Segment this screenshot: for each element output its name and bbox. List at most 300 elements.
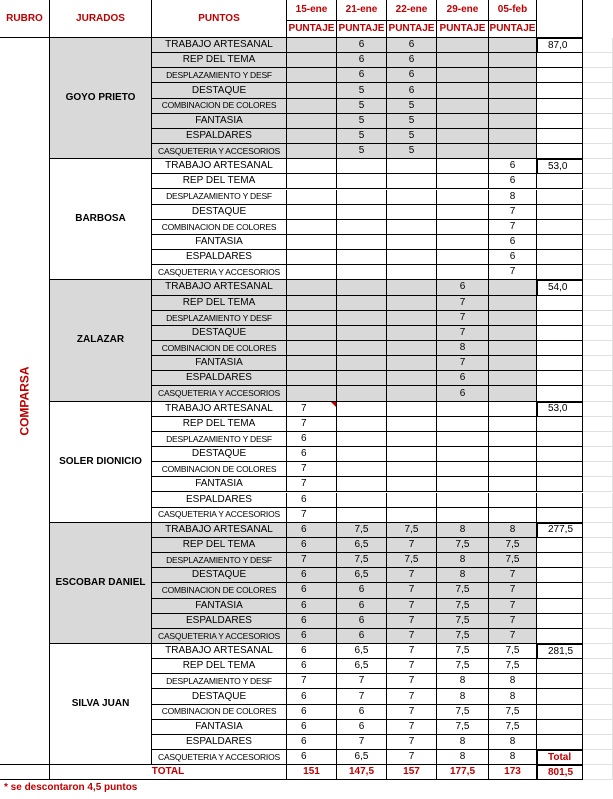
empty-cell[interactable] (583, 250, 613, 265)
empty-cell[interactable] (583, 220, 613, 235)
empty-cell[interactable] (583, 583, 613, 598)
score-cell[interactable] (287, 114, 337, 129)
score-cell[interactable] (387, 417, 437, 432)
empty-cell[interactable] (583, 174, 613, 189)
score-cell[interactable] (437, 493, 489, 508)
empty-cell[interactable] (583, 523, 613, 538)
header-puntaje[interactable]: PUNTAJE (437, 21, 489, 38)
score-cell[interactable]: 6,5 (337, 750, 387, 765)
score-cell[interactable] (489, 371, 537, 386)
empty-cell[interactable] (583, 659, 613, 674)
score-cell[interactable] (337, 159, 387, 174)
header-jurados[interactable]: JURADOS (50, 0, 152, 38)
score-cell[interactable]: 8 (489, 523, 537, 538)
score-cell[interactable]: 7 (387, 750, 437, 765)
criterion-cell[interactable]: DESPLAZAMIENTO Y DESF (152, 311, 287, 326)
score-cell[interactable]: 7 (489, 265, 537, 280)
score-cell[interactable]: 7,5 (437, 720, 489, 735)
header-puntaje[interactable]: PUNTAJE (287, 21, 337, 38)
score-cell[interactable]: 5 (387, 129, 437, 144)
score-cell[interactable]: 7,5 (437, 644, 489, 659)
score-cell[interactable] (387, 220, 437, 235)
criterion-cell[interactable]: FANTASIA (152, 114, 287, 129)
score-cell[interactable] (337, 493, 387, 508)
score-cell[interactable] (489, 99, 537, 114)
criterion-cell[interactable]: TRABAJO ARTESANAL (152, 523, 287, 538)
score-cell[interactable]: 5 (337, 129, 387, 144)
empty-cell[interactable] (583, 674, 613, 689)
empty-cell[interactable] (537, 371, 583, 386)
score-cell[interactable] (489, 68, 537, 83)
empty-cell[interactable] (583, 159, 613, 174)
header-puntaje[interactable]: PUNTAJE (489, 21, 537, 38)
score-cell[interactable]: 7 (437, 326, 489, 341)
score-cell[interactable]: 7 (387, 689, 437, 704)
score-cell[interactable] (287, 326, 337, 341)
score-cell[interactable]: 7 (387, 705, 437, 720)
score-cell[interactable] (437, 432, 489, 447)
score-cell[interactable]: 8 (437, 553, 489, 568)
score-cell[interactable]: 6 (287, 538, 337, 553)
criterion-cell[interactable]: COMBINACION DE COLORES (152, 220, 287, 235)
juror-name[interactable]: SOLER DIONICIO (50, 402, 152, 523)
score-cell[interactable] (387, 371, 437, 386)
score-cell[interactable]: 6,5 (337, 538, 387, 553)
criterion-cell[interactable]: DESTAQUE (152, 689, 287, 704)
empty-cell[interactable] (537, 235, 583, 250)
criterion-cell[interactable]: COMBINACION DE COLORES (152, 583, 287, 598)
score-cell[interactable] (337, 174, 387, 189)
score-cell[interactable] (387, 205, 437, 220)
score-cell[interactable]: 6 (287, 659, 337, 674)
score-cell[interactable] (287, 129, 337, 144)
score-cell[interactable] (337, 508, 387, 523)
header-puntos[interactable]: PUNTOS (152, 0, 287, 38)
score-cell[interactable] (287, 83, 337, 98)
score-cell[interactable]: 6 (337, 599, 387, 614)
score-cell[interactable]: 7 (489, 205, 537, 220)
juror-name[interactable]: SILVA JUAN (50, 644, 152, 765)
criterion-cell[interactable]: REP DEL TEMA (152, 538, 287, 553)
score-cell[interactable] (287, 220, 337, 235)
score-cell[interactable] (489, 432, 537, 447)
score-cell[interactable] (337, 356, 387, 371)
score-cell[interactable]: 6 (489, 250, 537, 265)
empty-cell[interactable] (583, 114, 613, 129)
empty-cell[interactable] (537, 689, 583, 704)
score-cell[interactable]: 5 (387, 144, 437, 159)
score-cell[interactable] (337, 205, 387, 220)
score-cell[interactable]: 7,5 (437, 599, 489, 614)
criterion-cell[interactable]: COMBINACION DE COLORES (152, 341, 287, 356)
empty-cell[interactable] (583, 538, 613, 553)
criterion-cell[interactable]: ESPALDARES (152, 129, 287, 144)
score-cell[interactable]: 6 (287, 568, 337, 583)
juror-name[interactable]: GOYO PRIETO (50, 38, 152, 159)
date-total[interactable]: 147,5 (337, 765, 387, 780)
criterion-cell[interactable]: DESPLAZAMIENTO Y DESF (152, 432, 287, 447)
score-cell[interactable]: 6 (387, 53, 437, 68)
empty-cell[interactable] (583, 689, 613, 704)
empty-cell[interactable] (583, 629, 613, 644)
score-cell[interactable] (489, 296, 537, 311)
score-cell[interactable]: 8 (437, 523, 489, 538)
empty-cell[interactable] (537, 356, 583, 371)
score-cell[interactable]: 7,5 (437, 705, 489, 720)
score-cell[interactable] (437, 235, 489, 250)
score-cell[interactable] (287, 68, 337, 83)
empty-cell[interactable] (583, 750, 613, 765)
score-cell[interactable] (287, 174, 337, 189)
score-cell[interactable]: 8 (437, 674, 489, 689)
empty-cell[interactable] (583, 280, 613, 295)
score-cell[interactable] (387, 326, 437, 341)
score-cell[interactable]: 7,5 (489, 553, 537, 568)
juror-name[interactable]: BARBOSA (50, 159, 152, 280)
score-cell[interactable]: 7,5 (489, 720, 537, 735)
juror-name[interactable]: ZALAZAR (50, 280, 152, 401)
score-cell[interactable]: 6 (437, 371, 489, 386)
score-cell[interactable] (287, 296, 337, 311)
empty-cell[interactable] (583, 402, 613, 417)
score-cell[interactable]: 8 (437, 689, 489, 704)
score-cell[interactable]: 6 (287, 689, 337, 704)
score-cell[interactable]: 8 (489, 190, 537, 205)
score-cell[interactable]: 6 (437, 386, 489, 401)
score-cell[interactable] (287, 386, 337, 401)
score-cell[interactable]: 5 (337, 83, 387, 98)
empty-cell[interactable] (583, 614, 613, 629)
score-cell[interactable] (337, 265, 387, 280)
juror-total[interactable]: 54,0 (537, 280, 583, 295)
score-cell[interactable]: 7 (489, 629, 537, 644)
score-cell[interactable] (489, 493, 537, 508)
score-cell[interactable]: 7 (337, 674, 387, 689)
score-cell[interactable]: 7 (387, 735, 437, 750)
empty-cell[interactable] (583, 371, 613, 386)
score-cell[interactable] (387, 250, 437, 265)
score-cell[interactable] (387, 447, 437, 462)
juror-name[interactable]: ESCOBAR DANIEL (50, 523, 152, 644)
criterion-cell[interactable]: REP DEL TEMA (152, 659, 287, 674)
score-cell[interactable] (437, 159, 489, 174)
score-cell[interactable]: 7 (387, 538, 437, 553)
score-cell[interactable]: 7 (287, 508, 337, 523)
empty-cell[interactable] (537, 83, 583, 98)
criterion-cell[interactable]: REP DEL TEMA (152, 296, 287, 311)
score-cell[interactable]: 7 (387, 644, 437, 659)
empty-cell[interactable] (537, 53, 583, 68)
score-cell[interactable] (287, 371, 337, 386)
criterion-cell[interactable]: CASQUETERIA Y ACCESORIOS (152, 750, 287, 765)
score-cell[interactable] (337, 371, 387, 386)
score-cell[interactable]: 6 (287, 583, 337, 598)
score-cell[interactable] (437, 190, 489, 205)
criterion-cell[interactable]: COMBINACION DE COLORES (152, 462, 287, 477)
score-cell[interactable] (489, 144, 537, 159)
score-cell[interactable]: 7,5 (437, 583, 489, 598)
score-cell[interactable]: 7 (287, 553, 337, 568)
score-cell[interactable]: 8 (489, 674, 537, 689)
score-cell[interactable] (437, 447, 489, 462)
score-cell[interactable]: 6 (287, 705, 337, 720)
score-cell[interactable]: 6 (287, 629, 337, 644)
score-cell[interactable]: 7 (489, 614, 537, 629)
score-cell[interactable]: 7,5 (437, 538, 489, 553)
score-cell[interactable]: 7 (287, 402, 337, 417)
score-cell[interactable] (287, 356, 337, 371)
score-cell[interactable]: 8 (489, 735, 537, 750)
score-cell[interactable] (387, 432, 437, 447)
criterion-cell[interactable]: CASQUETERIA Y ACCESORIOS (152, 265, 287, 280)
score-cell[interactable]: 5 (337, 144, 387, 159)
score-cell[interactable] (437, 83, 489, 98)
empty-cell[interactable] (537, 674, 583, 689)
criterion-cell[interactable]: CASQUETERIA Y ACCESORIOS (152, 386, 287, 401)
score-cell[interactable] (489, 83, 537, 98)
score-cell[interactable] (387, 311, 437, 326)
criterion-cell[interactable]: ESPALDARES (152, 493, 287, 508)
criterion-cell[interactable]: DESPLAZAMIENTO Y DESF (152, 68, 287, 83)
score-cell[interactable] (387, 508, 437, 523)
score-cell[interactable]: 6 (337, 720, 387, 735)
empty-cell[interactable] (583, 705, 613, 720)
score-cell[interactable] (437, 462, 489, 477)
score-cell[interactable]: 6 (489, 159, 537, 174)
score-cell[interactable]: 7,5 (489, 659, 537, 674)
empty-cell[interactable] (583, 432, 613, 447)
score-cell[interactable] (437, 205, 489, 220)
empty-cell[interactable] (583, 493, 613, 508)
empty-cell[interactable] (537, 538, 583, 553)
empty-cell[interactable] (583, 68, 613, 83)
score-cell[interactable] (387, 356, 437, 371)
empty-cell[interactable] (537, 432, 583, 447)
empty-cell[interactable] (583, 190, 613, 205)
score-cell[interactable] (437, 250, 489, 265)
criterion-cell[interactable]: FANTASIA (152, 599, 287, 614)
score-cell[interactable] (287, 53, 337, 68)
empty-cell[interactable] (537, 477, 583, 492)
empty-cell[interactable] (537, 174, 583, 189)
juror-total[interactable]: 281,5 (537, 644, 583, 659)
empty-cell[interactable] (583, 765, 613, 780)
criterion-cell[interactable]: DESTAQUE (152, 83, 287, 98)
score-cell[interactable] (337, 250, 387, 265)
score-cell[interactable]: 7 (437, 311, 489, 326)
score-cell[interactable]: 7 (387, 599, 437, 614)
score-cell[interactable] (437, 402, 489, 417)
score-cell[interactable] (337, 190, 387, 205)
date-total[interactable]: 177,5 (437, 765, 489, 780)
score-cell[interactable]: 8 (437, 341, 489, 356)
score-cell[interactable] (287, 250, 337, 265)
score-cell[interactable]: 6 (287, 523, 337, 538)
header-date[interactable]: 29-ene (437, 0, 489, 21)
score-cell[interactable] (387, 280, 437, 295)
empty-cell[interactable] (537, 311, 583, 326)
score-cell[interactable]: 7,5 (489, 538, 537, 553)
score-cell[interactable] (489, 508, 537, 523)
score-cell[interactable] (337, 386, 387, 401)
empty-cell[interactable] (583, 83, 613, 98)
score-cell[interactable]: 6 (387, 68, 437, 83)
empty-cell[interactable] (537, 99, 583, 114)
score-cell[interactable]: 7,5 (387, 553, 437, 568)
score-cell[interactable]: 6 (337, 583, 387, 598)
header-date[interactable]: 21-ene (337, 0, 387, 21)
score-cell[interactable] (287, 190, 337, 205)
score-cell[interactable]: 6 (337, 614, 387, 629)
score-cell[interactable]: 6 (387, 38, 437, 53)
empty-cell[interactable] (583, 326, 613, 341)
score-cell[interactable]: 7 (437, 356, 489, 371)
score-cell[interactable]: 6 (287, 720, 337, 735)
score-cell[interactable]: 7,5 (489, 705, 537, 720)
score-cell[interactable]: 8 (489, 750, 537, 765)
score-cell[interactable]: 7 (437, 296, 489, 311)
score-cell[interactable]: 7,5 (437, 614, 489, 629)
score-cell[interactable]: 5 (387, 114, 437, 129)
score-cell[interactable]: 6 (337, 38, 387, 53)
empty-cell[interactable] (583, 735, 613, 750)
score-cell[interactable] (437, 508, 489, 523)
empty-cell[interactable] (537, 508, 583, 523)
score-cell[interactable] (387, 174, 437, 189)
score-cell[interactable] (287, 265, 337, 280)
score-cell[interactable] (387, 386, 437, 401)
score-cell[interactable] (489, 114, 537, 129)
criterion-cell[interactable]: FANTASIA (152, 235, 287, 250)
score-cell[interactable]: 6 (489, 174, 537, 189)
empty-cell[interactable] (583, 341, 613, 356)
criterion-cell[interactable]: DESTAQUE (152, 568, 287, 583)
empty-cell[interactable] (537, 341, 583, 356)
criterion-cell[interactable]: COMBINACION DE COLORES (152, 99, 287, 114)
score-cell[interactable]: 7,5 (387, 523, 437, 538)
criterion-cell[interactable]: CASQUETERIA Y ACCESORIOS (152, 144, 287, 159)
header-date[interactable]: 05-feb (489, 0, 537, 21)
criterion-cell[interactable]: CASQUETERIA Y ACCESORIOS (152, 629, 287, 644)
score-cell[interactable] (489, 386, 537, 401)
score-cell[interactable]: 6 (437, 280, 489, 295)
empty-cell[interactable] (537, 629, 583, 644)
criterion-cell[interactable]: FANTASIA (152, 720, 287, 735)
score-cell[interactable]: 6 (337, 629, 387, 644)
empty-cell[interactable] (583, 599, 613, 614)
empty-cell[interactable] (537, 659, 583, 674)
score-cell[interactable]: 8 (437, 568, 489, 583)
grand-total[interactable]: 801,5 (537, 765, 583, 780)
total-label[interactable]: Total (537, 750, 583, 765)
score-cell[interactable] (387, 462, 437, 477)
header-puntaje[interactable]: PUNTAJE (387, 21, 437, 38)
empty-cell[interactable] (537, 614, 583, 629)
empty-cell[interactable] (537, 720, 583, 735)
criterion-cell[interactable]: ESPALDARES (152, 614, 287, 629)
score-cell[interactable]: 7 (489, 568, 537, 583)
score-cell[interactable]: 6 (287, 614, 337, 629)
score-cell[interactable] (387, 190, 437, 205)
empty-cell[interactable] (537, 220, 583, 235)
score-cell[interactable] (437, 220, 489, 235)
score-cell[interactable] (489, 356, 537, 371)
criterion-cell[interactable]: REP DEL TEMA (152, 53, 287, 68)
empty-cell[interactable] (583, 205, 613, 220)
score-cell[interactable] (489, 53, 537, 68)
criterion-cell[interactable]: DESPLAZAMIENTO Y DESF (152, 553, 287, 568)
empty-cell[interactable] (537, 553, 583, 568)
score-cell[interactable]: 5 (337, 114, 387, 129)
empty-cell[interactable] (583, 129, 613, 144)
score-cell[interactable] (489, 38, 537, 53)
score-cell[interactable] (489, 341, 537, 356)
score-cell[interactable] (287, 144, 337, 159)
empty-cell[interactable] (537, 326, 583, 341)
empty-cell[interactable] (537, 114, 583, 129)
score-cell[interactable] (489, 129, 537, 144)
score-cell[interactable]: 6 (337, 68, 387, 83)
score-cell[interactable]: 7 (287, 477, 337, 492)
score-cell[interactable] (437, 477, 489, 492)
score-cell[interactable]: 7 (387, 583, 437, 598)
empty-cell[interactable] (537, 144, 583, 159)
score-cell[interactable] (287, 38, 337, 53)
empty-cell[interactable] (583, 296, 613, 311)
empty-cell[interactable] (583, 447, 613, 462)
score-cell[interactable]: 7,5 (337, 523, 387, 538)
score-cell[interactable]: 6 (489, 235, 537, 250)
score-cell[interactable] (489, 417, 537, 432)
score-cell[interactable] (337, 462, 387, 477)
empty-cell[interactable] (537, 250, 583, 265)
score-cell[interactable]: 6 (287, 599, 337, 614)
score-cell[interactable]: 6,5 (337, 568, 387, 583)
empty-cell[interactable] (537, 190, 583, 205)
date-total[interactable]: 151 (287, 765, 337, 780)
score-cell[interactable]: 7 (387, 629, 437, 644)
header-date[interactable]: 15-ene (287, 0, 337, 21)
empty-cell[interactable] (537, 735, 583, 750)
score-cell[interactable]: 8 (437, 750, 489, 765)
date-total[interactable]: 157 (387, 765, 437, 780)
score-cell[interactable]: 6 (287, 493, 337, 508)
empty-cell[interactable] (537, 129, 583, 144)
score-cell[interactable]: 8 (489, 689, 537, 704)
score-cell[interactable] (437, 144, 489, 159)
criterion-cell[interactable]: COMBINACION DE COLORES (152, 705, 287, 720)
criterion-cell[interactable]: TRABAJO ARTESANAL (152, 644, 287, 659)
juror-total[interactable]: 277,5 (537, 523, 583, 538)
score-cell[interactable] (489, 280, 537, 295)
criterion-cell[interactable]: REP DEL TEMA (152, 417, 287, 432)
score-cell[interactable] (437, 68, 489, 83)
criterion-cell[interactable]: DESTAQUE (152, 447, 287, 462)
rubro-cell[interactable] (0, 38, 50, 765)
score-cell[interactable]: 7 (387, 674, 437, 689)
score-cell[interactable] (387, 235, 437, 250)
criterion-cell[interactable]: TRABAJO ARTESANAL (152, 402, 287, 417)
header-empty[interactable] (537, 0, 583, 38)
empty-cell[interactable] (583, 477, 613, 492)
empty-cell[interactable] (583, 53, 613, 68)
score-cell[interactable] (287, 280, 337, 295)
criterion-cell[interactable]: DESTAQUE (152, 205, 287, 220)
score-cell[interactable]: 6 (337, 705, 387, 720)
empty-cell[interactable] (583, 644, 613, 659)
score-cell[interactable]: 7 (387, 568, 437, 583)
score-cell[interactable]: 7,5 (489, 644, 537, 659)
